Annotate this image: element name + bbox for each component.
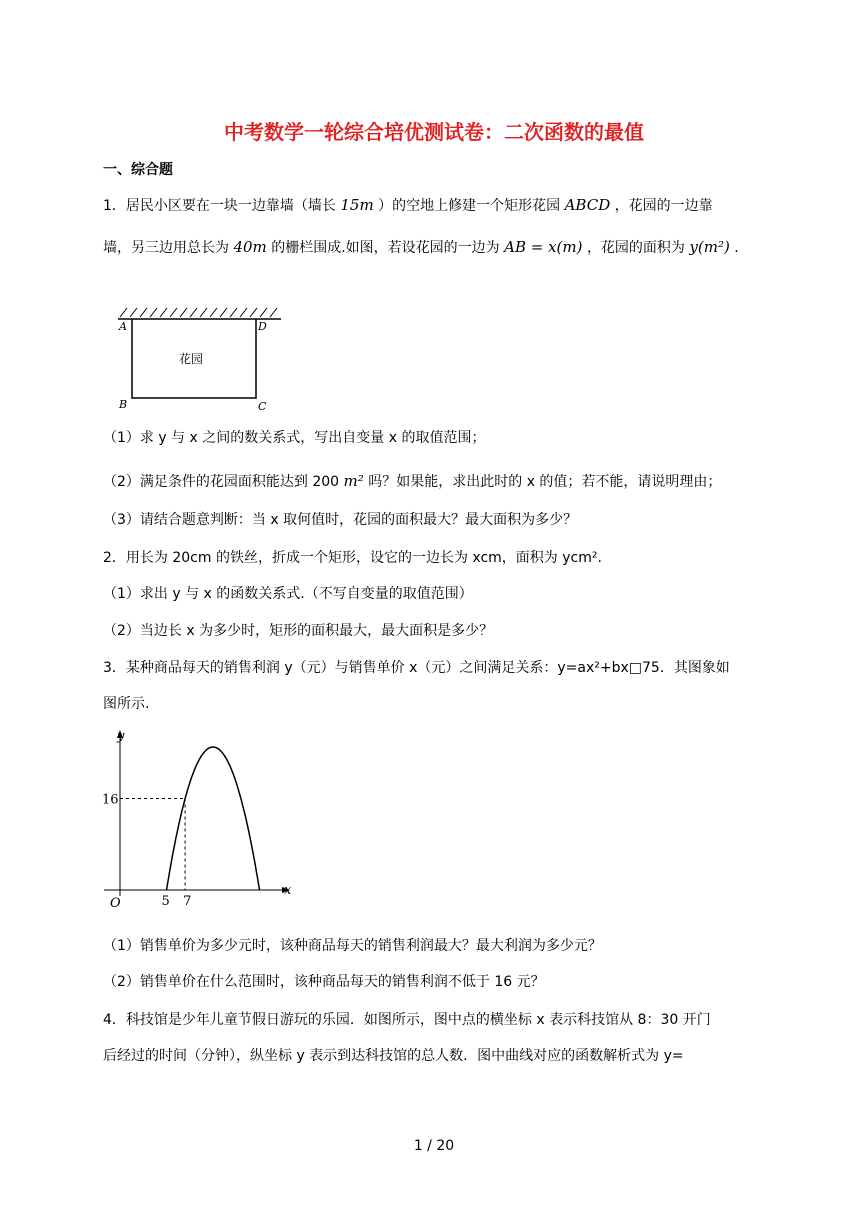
q3-sub1: （1）销售单价为多少元时，该种商品每天的销售利润最大？最大利润为多少元？	[103, 938, 602, 954]
page-title: 中考数学一轮综合培优测试卷：二次函数的最值	[224, 120, 644, 144]
q1-sub1: （1）求 y 与 x 之间的数关系式，写出自变量 x 的取值范围；	[103, 430, 486, 446]
q2-line1: 2．用长为 20cm 的铁丝，折成一个矩形，设它的一边长为 xcm，面积为 ycm².	[103, 550, 602, 566]
section-heading: 一、综合题	[103, 162, 173, 178]
q1-text: ）的空地上修建一个矩形花园	[378, 198, 561, 214]
q1-line1	[103, 195, 713, 215]
garden-figure	[108, 302, 288, 414]
q1-ab-expression: AB = x(m)	[504, 238, 583, 256]
page-number: 1 / 20	[413, 1138, 455, 1154]
q1-text: .	[734, 240, 739, 256]
q1-sub2-unit: m²	[343, 472, 364, 490]
y-axis-label: y	[117, 729, 125, 744]
label-d: D	[258, 320, 267, 333]
q1-sub2	[103, 471, 721, 491]
garden-label: 花园	[179, 352, 204, 366]
wall-hatching	[120, 308, 277, 317]
x-tick-label: 7	[183, 894, 192, 909]
q1-sub2-text: 吗？如果能，求出此时的 x 的值；若不能，请说明理由；	[368, 474, 722, 490]
q1-wall-length: 15m	[340, 196, 374, 214]
q1-text: ，花园的一边靠	[614, 198, 713, 214]
q2-sub2: （2）当边长 x 为多少时，矩形的面积最大，最大面积是多少？	[103, 623, 494, 639]
q1-sub3: （3）请结合题意判断：当 x 取何值时，花园的面积最大？最大面积为多少？	[103, 512, 578, 528]
q3-line2: 图所示.	[103, 696, 150, 712]
q1-fence-length: 40m	[233, 238, 267, 256]
q4-line1: 4．科技馆是少年儿童节假日游玩的乐园．如图所示，图中点的横坐标 x 表示科技馆从 8：30 开门	[103, 1012, 711, 1028]
q3-line1: 3．某种商品每天的销售利润 y（元）与销售单价 x（元）之间满足关系：y=ax²+bx□75．其图象如	[103, 660, 730, 676]
q1-text: 1．居民小区要在一块一边靠墙（墙长	[103, 198, 336, 214]
q1-text: 的栅栏围成.如图，若设花园的一边为	[271, 240, 500, 256]
label-b: B	[119, 398, 128, 411]
profit-chart	[100, 722, 300, 912]
y-tick-label: 16	[102, 792, 119, 808]
q1-line2	[103, 237, 739, 257]
q4-line2: 后经过的时间（分钟），纵坐标 y 表示到达科技馆的总人数．图中曲线对应的函数解析式为 y=	[103, 1048, 684, 1064]
label-c: C	[258, 400, 267, 413]
q1-sub2-text: （2）满足条件的花园面积能达到 200	[103, 474, 340, 490]
x-axis-label: x	[284, 883, 292, 898]
origin-label: O	[110, 896, 121, 911]
q3-sub2: （2）销售单价在什么范围时，该种商品每天的销售利润不低于 16 元？	[103, 974, 545, 990]
parabola-curve	[167, 747, 260, 890]
q1-area-expression: y(m²)	[689, 238, 730, 256]
label-a: A	[119, 320, 127, 333]
x-tick-label: 5	[161, 894, 170, 909]
q1-garden-name: ABCD	[564, 196, 611, 214]
q1-text: 墙，另三边用总长为	[103, 240, 229, 256]
q2-sub1: （1）求出 y 与 x 的函数关系式.（不写自变量的取值范围）	[103, 586, 473, 602]
q1-text: ，花园的面积为	[586, 240, 685, 256]
